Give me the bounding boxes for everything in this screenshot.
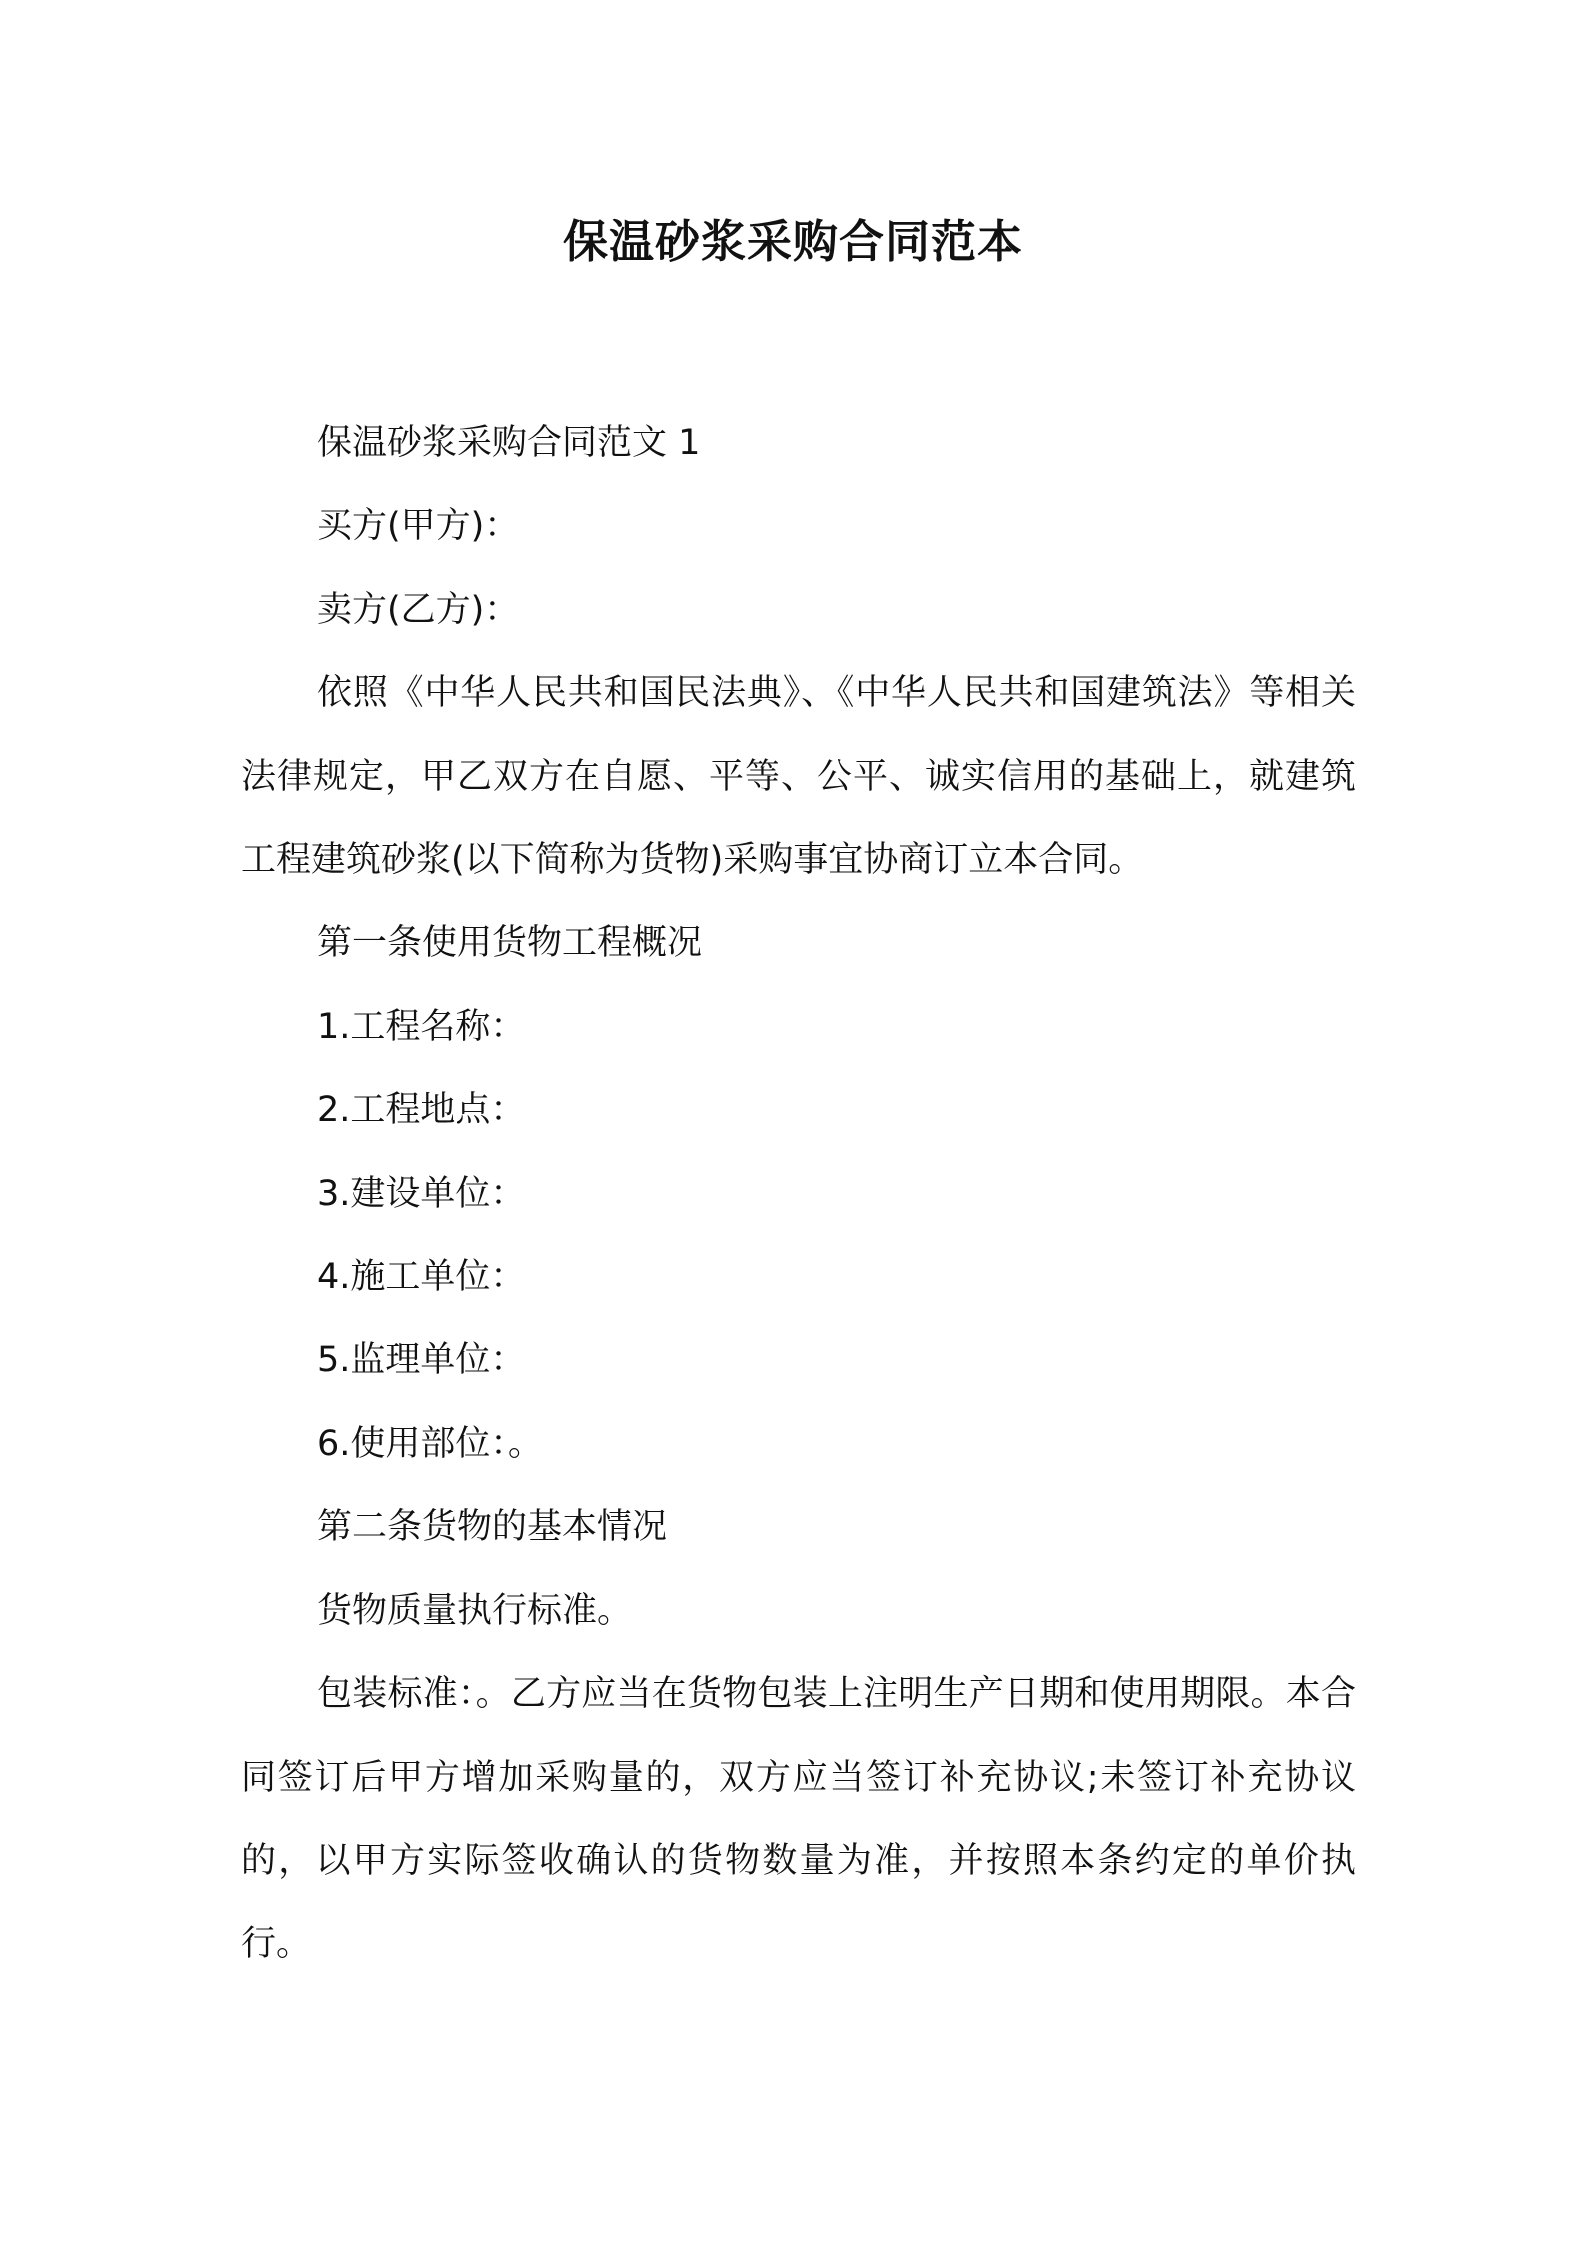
preamble-paragraph: 依照《中华人民共和国民法典》、《中华人民共和国建筑法》等相关法律规定，甲乙双方在自愿、平等、公平、诚实信用的基础上，就建筑工程建筑砂浆(以下简称为货物)采购事宜协商订立本合同。 (241, 673, 1356, 881)
packaging-paragraph: 包装标准：。乙方应当在货物包装上注明生产日期和使用期限。本合同签订后甲方增加采购量的，双方应当签订补充协议;未签订补充协议的，以甲方实际签收确认的货物数量为准，并按照本条约定的单价执行。 (241, 1674, 1356, 1965)
seller-line: 卖方(乙方)： (317, 589, 520, 630)
document-title: 保温砂浆采购合同范本 (562, 215, 1023, 268)
quality-standard-line: 货物质量执行标准。 (317, 1590, 633, 1631)
article-1-heading: 第一条使用货物工程概况 (317, 923, 703, 964)
project-name-line: 1.工程名称： (317, 1006, 526, 1047)
builder-unit-line: 4.施工单位： (317, 1257, 526, 1298)
section-heading: 保温砂浆采购合同范文 1 (317, 423, 701, 463)
construction-unit-line: 3.建设单位： (317, 1173, 526, 1214)
article-2-heading: 第二条货物的基本情况 (317, 1507, 668, 1548)
document-body (241, 402, 1356, 1987)
supervision-unit-line: 5.监理单位： (317, 1340, 526, 1381)
usage-part-line: 6.使用部位：。 (317, 1423, 543, 1464)
project-location-line: 2.工程地点： (317, 1090, 526, 1131)
buyer-line: 买方(甲方)： (317, 506, 520, 547)
